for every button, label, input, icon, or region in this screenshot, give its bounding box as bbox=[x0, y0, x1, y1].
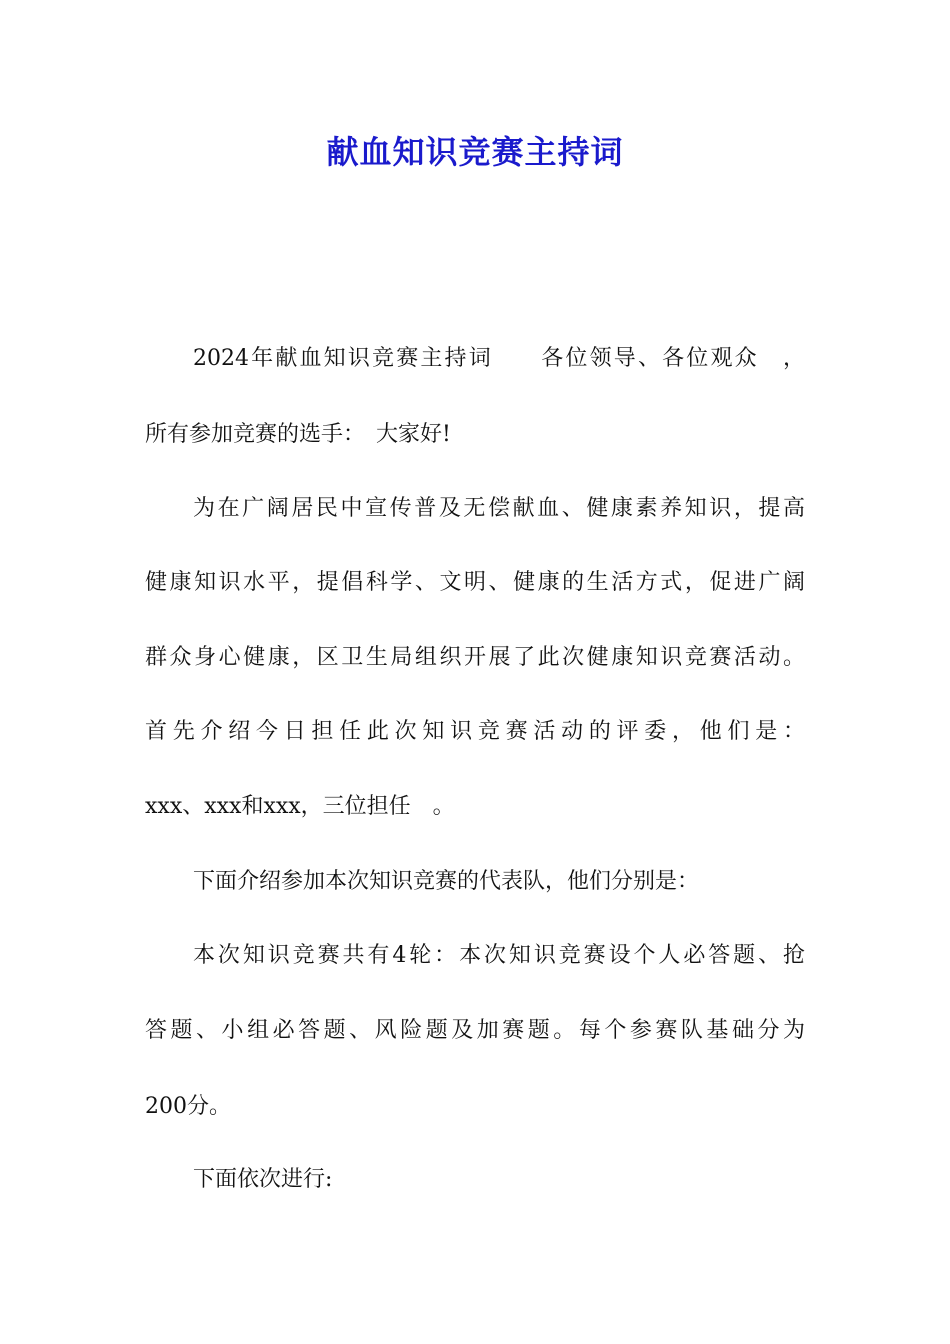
paragraph-line: 答题、小组必答题、风险题及加赛题。每个参赛队基础分为 bbox=[145, 1018, 805, 1043]
paragraph-line: 本次知识竞赛共有4轮：本次知识竞赛设个人必答题、抢 bbox=[193, 943, 805, 968]
paragraph-line: 所有参加竞赛的选手： 大家好! bbox=[145, 422, 451, 447]
paragraph-line: 首先介绍今日担任此次知识竞赛活动的评委，他们是： bbox=[145, 719, 805, 744]
paragraph-line: 下面介绍参加本次知识竞赛的代表队，他们分别是： bbox=[193, 869, 700, 894]
paragraph-line: 200分。 bbox=[145, 1094, 231, 1119]
paragraph-line: 健康知识水平，提倡科学、文明、健康的生活方式，促进广阔 bbox=[145, 570, 805, 595]
document-title: 献血知识竞赛主持词 bbox=[326, 133, 624, 171]
paragraph-line: xxx、xxx和xxx，三位担任 。 bbox=[145, 794, 455, 819]
paragraph-line: 为在广阔居民中宣传普及无偿献血、健康素养知识，提高 bbox=[193, 496, 805, 521]
paragraph-line: 群众身心健康，区卫生局组织开展了此次健康知识竞赛活动。 bbox=[145, 645, 805, 670]
paragraph-line: 2024年献血知识竞赛主持词 各位领导、各位观众 ， bbox=[193, 346, 805, 371]
paragraph-line: 下面依次进行: bbox=[193, 1167, 333, 1192]
